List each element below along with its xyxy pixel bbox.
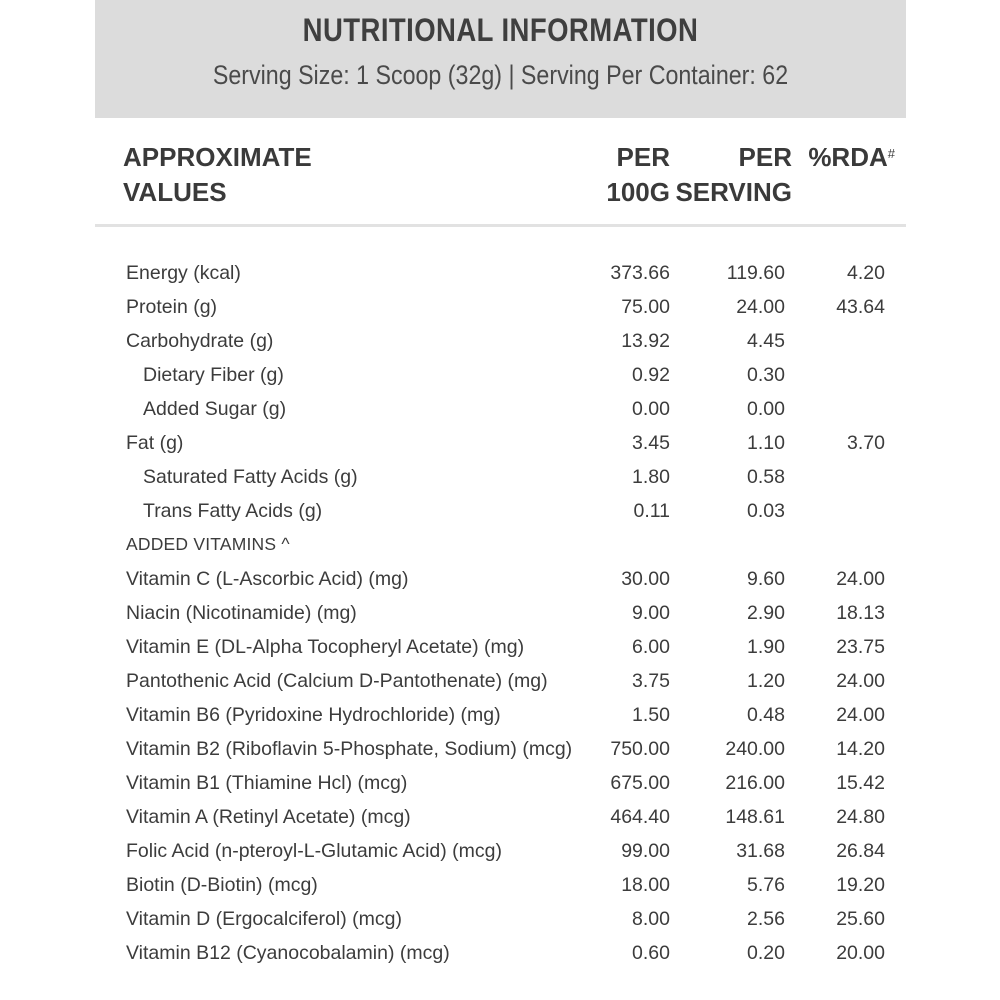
table-row	[95, 324, 906, 358]
rda-value: 24.00	[836, 568, 885, 590]
per-100g-value: 464.40	[610, 806, 670, 828]
per-100g-value: 0.00	[632, 398, 670, 420]
page-title: NUTRITIONAL INFORMATION	[302, 12, 699, 48]
nutrient-name: Vitamin B6 (Pyridoxine Hydrochloride) (mg)	[126, 704, 501, 726]
nutrient-name: Vitamin B2 (Riboflavin 5-Phosphate, Sodium) (mcg)	[126, 738, 573, 760]
table-row	[95, 358, 906, 392]
header-divider	[95, 224, 906, 227]
table-row	[95, 494, 906, 528]
table-row	[95, 732, 906, 766]
nutrient-name: Saturated Fatty Acids (g)	[143, 466, 358, 488]
table-row	[95, 936, 906, 970]
nutrient-name: Vitamin B1 (Thiamine Hcl) (mcg)	[126, 772, 408, 794]
table-row	[95, 664, 906, 698]
table-row	[95, 902, 906, 936]
rda-value: 14.20	[836, 738, 885, 760]
nutrient-name: Vitamin A (Retinyl Acetate) (mcg)	[126, 806, 411, 828]
rda-footnote-mark: #	[887, 146, 895, 161]
rda-value: 19.20	[836, 874, 885, 896]
nutrition-panel	[95, 0, 906, 1000]
column-header-rda	[795, 140, 895, 175]
rda-value: 20.00	[836, 942, 885, 964]
per-100g-value: 750.00	[610, 738, 670, 760]
per-100g-value: 373.66	[610, 262, 670, 284]
nutrient-name: Vitamin E (DL-Alpha Tocopheryl Acetate) (mg)	[126, 636, 525, 658]
per-100g-value: 1.80	[632, 466, 670, 488]
per-serving-value: 0.30	[747, 364, 785, 386]
column-header-approximate-values	[123, 140, 383, 210]
rda-value: 23.75	[836, 636, 885, 658]
per-100g-value: 675.00	[610, 772, 670, 794]
per-100g-value: 30.00	[621, 568, 670, 590]
table-row	[95, 562, 906, 596]
section-heading-row	[95, 528, 906, 562]
column-header-line: APPROXIMATE	[123, 142, 312, 172]
column-header-line: PER	[738, 142, 792, 172]
rda-value: 43.64	[836, 296, 885, 318]
per-serving-value: 240.00	[725, 738, 785, 760]
section-label: ADDED VITAMINS ^	[126, 534, 290, 554]
table-row	[95, 256, 906, 290]
nutrient-name: Vitamin D (Ergocalciferol) (mcg)	[126, 908, 402, 930]
per-serving-value: 1.10	[747, 432, 785, 454]
rda-value: 24.80	[836, 806, 885, 828]
per-serving-value: 0.00	[747, 398, 785, 420]
nutrient-name: Pantothenic Acid (Calcium D-Pantothenate) (mg)	[126, 670, 548, 692]
table-row	[95, 834, 906, 868]
table-row	[95, 392, 906, 426]
column-header-line: PER	[616, 142, 670, 172]
nutrient-name: Dietary Fiber (g)	[143, 364, 284, 386]
nutrient-name: Vitamin C (L-Ascorbic Acid) (mg)	[126, 568, 409, 590]
table-row	[95, 596, 906, 630]
per-100g-value: 0.92	[632, 364, 670, 386]
column-header-line: %RDA	[808, 142, 888, 172]
rda-value: 24.00	[836, 670, 885, 692]
per-serving-value: 216.00	[725, 772, 785, 794]
per-100g-value: 3.45	[632, 432, 670, 454]
rda-value: 4.20	[847, 262, 885, 284]
table-row	[95, 800, 906, 834]
per-serving-value: 2.90	[747, 602, 785, 624]
table-row	[95, 698, 906, 732]
nutrient-name: Added Sugar (g)	[143, 398, 287, 420]
column-header-line: 100G	[606, 177, 670, 207]
table-row	[95, 630, 906, 664]
rda-value: 24.00	[836, 704, 885, 726]
per-100g-value: 0.60	[632, 942, 670, 964]
per-100g-value: 99.00	[621, 840, 670, 862]
rda-value: 26.84	[836, 840, 885, 862]
per-serving-value: 148.61	[725, 806, 785, 828]
nutrient-name: Protein (g)	[126, 296, 218, 318]
rda-value: 18.13	[836, 602, 885, 624]
per-100g-value: 9.00	[632, 602, 670, 624]
per-serving-value: 24.00	[736, 296, 785, 318]
column-header-per-100g	[565, 140, 670, 210]
per-serving-value: 2.56	[747, 908, 785, 930]
per-serving-value: 1.20	[747, 670, 785, 692]
per-100g-value: 8.00	[632, 908, 670, 930]
table-row	[95, 868, 906, 902]
nutrient-name: Energy (kcal)	[126, 262, 241, 284]
per-serving-value: 1.90	[747, 636, 785, 658]
column-header-per-serving	[675, 140, 792, 210]
per-100g-value: 6.00	[632, 636, 670, 658]
rda-value: 3.70	[847, 432, 885, 454]
table-row	[95, 426, 906, 460]
nutrition-table-body	[95, 256, 906, 970]
per-100g-value: 18.00	[621, 874, 670, 896]
table-row	[95, 766, 906, 800]
nutrient-name: Folic Acid (n-pteroyl-L-Glutamic Acid) (mcg)	[126, 840, 503, 862]
nutrient-name: Fat (g)	[126, 432, 184, 454]
per-serving-value: 0.48	[747, 704, 785, 726]
rda-value: 25.60	[836, 908, 885, 930]
nutrient-name: Biotin (D-Biotin) (mcg)	[126, 874, 318, 896]
per-100g-value: 0.11	[633, 500, 670, 522]
per-serving-value: 0.20	[747, 942, 785, 964]
per-serving-value: 0.03	[747, 500, 785, 522]
per-100g-value: 1.50	[632, 704, 670, 726]
per-100g-value: 3.75	[632, 670, 670, 692]
table-row	[95, 290, 906, 324]
per-serving-value: 0.58	[747, 466, 785, 488]
header-band	[95, 0, 906, 118]
per-serving-value: 5.76	[747, 874, 785, 896]
rda-value: 15.42	[836, 772, 885, 794]
per-serving-value: 119.60	[726, 262, 785, 284]
column-header-line: SERVING	[675, 177, 792, 207]
column-header-line: VALUES	[123, 177, 227, 207]
nutrient-name: Carbohydrate (g)	[126, 330, 274, 352]
nutrient-name: Niacin (Nicotinamide) (mg)	[126, 602, 357, 624]
table-row	[95, 460, 906, 494]
per-serving-value: 9.60	[747, 568, 785, 590]
per-serving-value: 4.45	[747, 330, 785, 352]
serving-info: Serving Size: 1 Scoop (32g) | Serving Per Container: 62	[212, 60, 789, 90]
per-serving-value: 31.68	[736, 840, 785, 862]
per-100g-value: 13.92	[621, 330, 670, 352]
nutrient-name: Vitamin B12 (Cyanocobalamin) (mcg)	[126, 942, 450, 964]
nutrient-name: Trans Fatty Acids (g)	[143, 500, 323, 522]
per-100g-value: 75.00	[621, 296, 670, 318]
